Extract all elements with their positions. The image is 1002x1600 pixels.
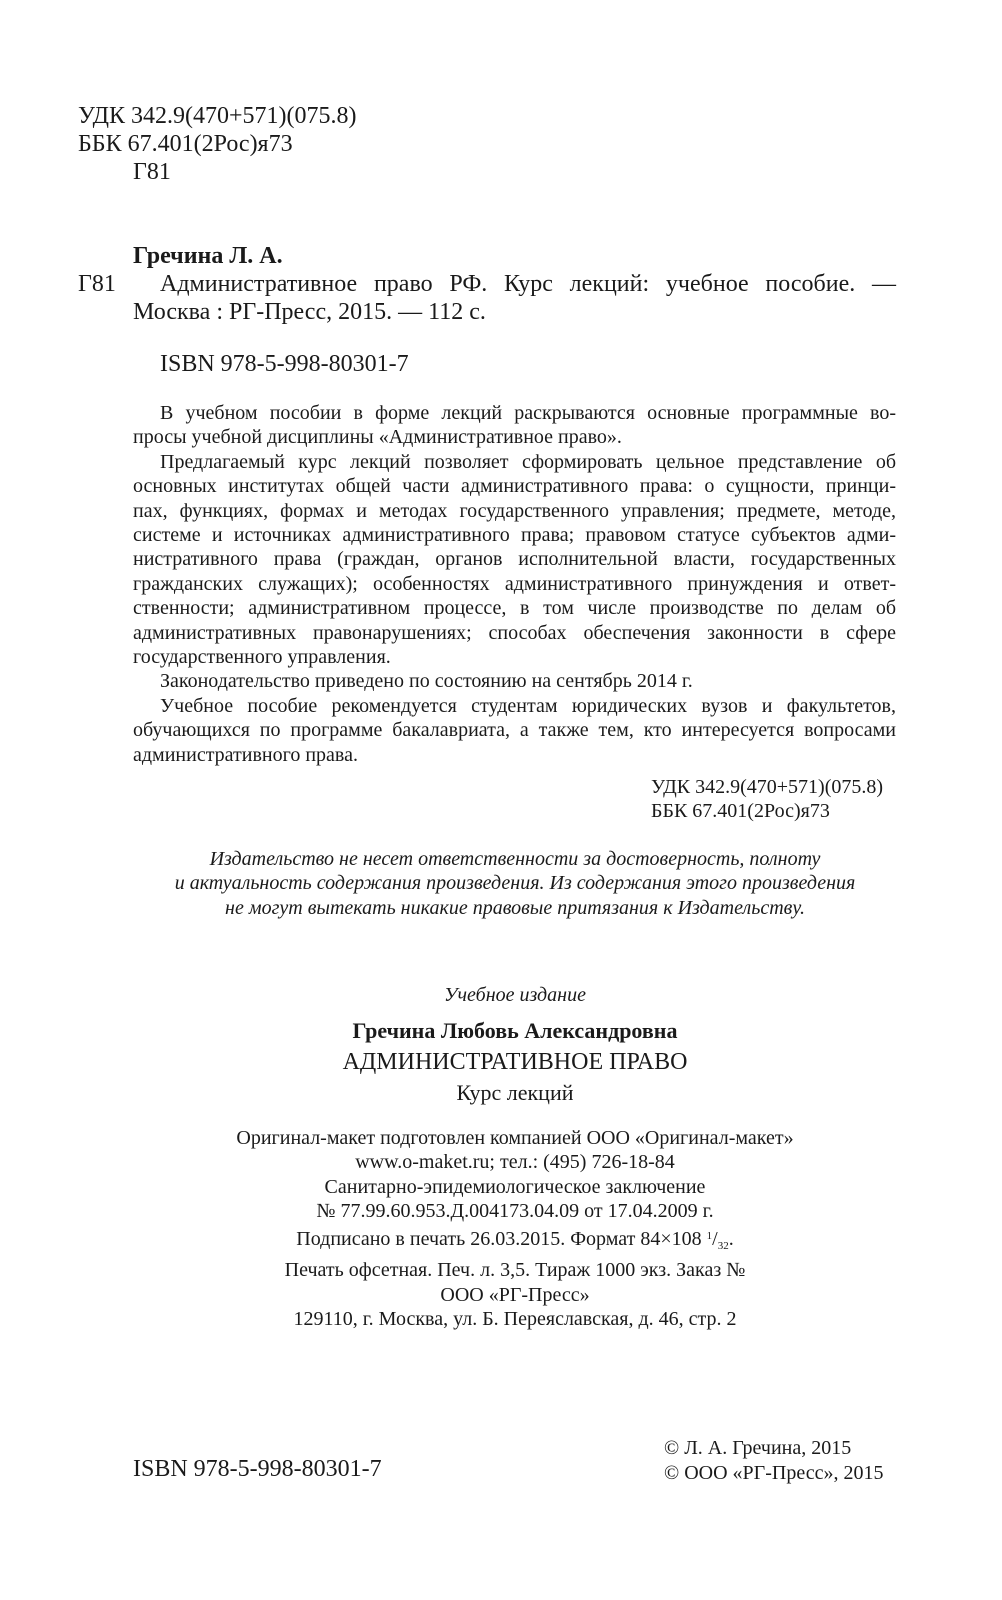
bibliography-line-1: Административное право РФ. Курс лекций: учебное пособие. — [160,271,896,297]
isbn-footer: ISBN 978-5-998-80301-7 [133,1456,382,1482]
udk-code-top: УДК 342.9(470+571)(075.8) [78,103,357,129]
annotation-line: ственности; административном процессе, в том числе производстве по делам об [133,597,896,620]
disclaimer-line: Издательство не несет ответственности за достоверность, полноту [209,848,821,870]
signed-suffix: . [728,1227,734,1250]
book-subtitle: Курс лекций [456,1080,574,1105]
annotation-line: основных институтах общей части административного права: о сущности, принци- [133,475,896,498]
disclaimer [60,847,970,920]
author-mark: Г81 [78,271,116,297]
annotation-line: административных правонарушениях; способах обеспечения законности в сфере [133,621,896,644]
annotation-line: Учебное пособие рекомендуется студентам юридических вузов и факультетов, [160,694,896,717]
author-short: Гречина Л. А. [133,243,283,269]
annotation-line: системе и источниках административного права; правовом статусе субъектов адми- [133,524,896,547]
annotation-line: государственного управления. [133,646,391,669]
bbk-code-bottom: ББК 67.401(2Рос)я73 [651,800,830,822]
bibliography-line-2: Москва : РГ-Пресс, 2015. — 112 с. [133,299,486,325]
publisher-contacts: www.o-maket.ru; тел.: (495) 726-18-84 [355,1151,675,1174]
publisher-block [0,1283,1002,1332]
bbk-code-top: ББК 67.401(2Рос)я73 [78,131,293,157]
annotation-line: административного права. [133,743,358,766]
publisher-name: ООО «РГ-Пресс» [440,1284,590,1306]
isbn-record: ISBN 978-5-998-80301-7 [160,351,409,377]
layout-note: Оригинал-макет подготовлен компанией ООО «Оригинал-макет» [236,1127,794,1149]
publisher-address: 129110, г. Москва, ул. Б. Переяславская, д. 46, стр. 2 [293,1308,737,1331]
sanitary-conclusion: Санитарно-эпидемиологическое заключение [324,1175,706,1198]
edition-type: Учебное издание [444,984,586,1006]
annotation-line: пах, функциях, формах и методах государственного управления; предмете, методе, [133,499,896,522]
annotation-line: Законодательство приведено по состоянию на сентябрь 2014 г. [160,670,693,693]
annotation-line: обучающихся по программе бакалавриата, а также тем, кто интересуется вопросами [133,719,896,742]
annotation-line: Предлагаемый курс лекций позволяет сформировать цельное представление об [160,450,896,473]
annotation-line: нистративного права (граждан, органов исполнительной власти, государственных [133,548,896,571]
print-info: Печать офсетная. Печ. л. 3,5. Тираж 1000 экз. Заказ № [284,1259,746,1282]
annotation-line: просы учебной дисциплины «Административное право». [133,426,622,449]
format-denominator: 32 [717,1239,729,1252]
sanitary-number: № 77.99.60.953.Д.004173.04.09 от 17.04.2009 г. [316,1200,714,1223]
annotation-line: В учебном пособии в форме лекций раскрываются основные программные во- [160,402,896,424]
author-mark-top: Г81 [133,159,171,185]
book-title: АДМИНИСТРАТИВНОЕ ПРАВО [342,1049,688,1075]
udk-code-bottom: УДК 342.9(470+571)(075.8) [651,776,884,798]
signed-prefix: Подписано в печать 26.03.2015. Формат 84×108 [296,1227,707,1250]
format-numerator: 1 [706,1229,713,1242]
copyright-author: © Л. А. Гречина, 2015 [664,1437,852,1459]
annotation [133,401,896,767]
production-info [0,1126,1002,1282]
disclaimer-line: и актуальность содержания произведения. Из содержания этого произведения [174,872,856,895]
signed-to-print: Подписано в печать 26.03.2015. Формат 84×108 $^1/_{32}$. [296,1227,734,1252]
copyright-publisher: © ООО «РГ-Пресс», 2015 [664,1462,884,1484]
disclaimer-line: не могут вытекать никакие правовые притязания к Издательству. [225,896,805,919]
annotation-line: гражданских служащих); особенностях административного принуждения и ответ- [133,572,896,595]
author-full-name: Гречина Любовь Александровна [352,1018,678,1043]
